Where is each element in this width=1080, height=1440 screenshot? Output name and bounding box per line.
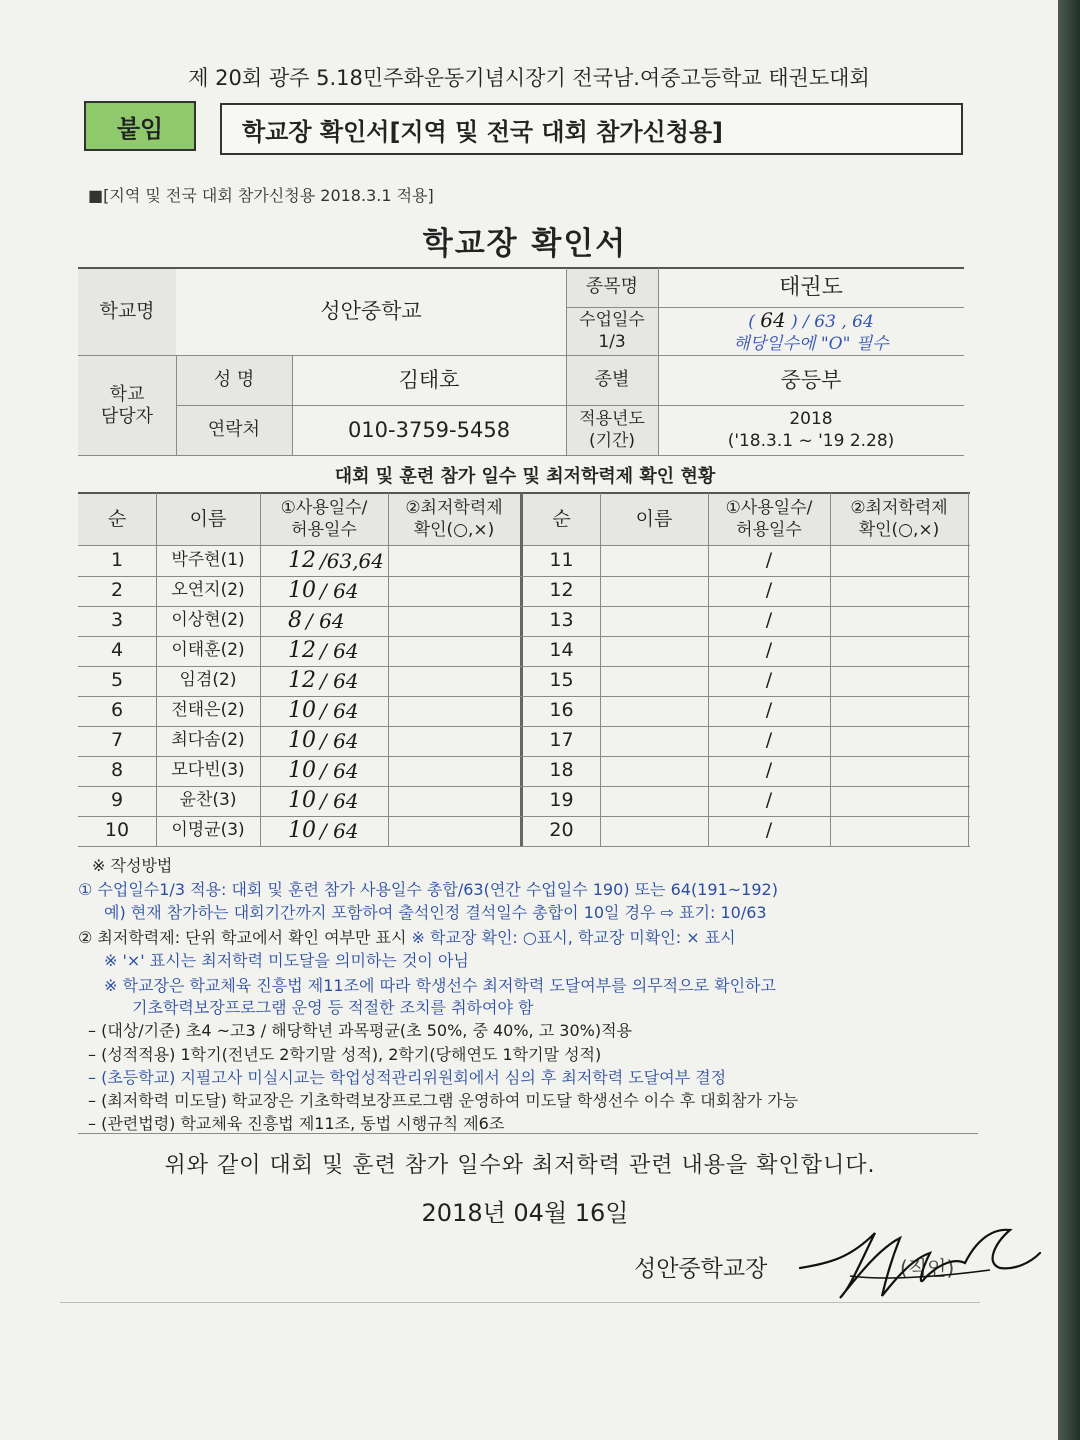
student-name: 이태훈(2) (171, 640, 245, 661)
student-name: 임겸(2) (179, 670, 237, 691)
sport-value: 태권도 (779, 274, 843, 300)
minimum-check-cell (388, 756, 520, 786)
days-cell: / (765, 609, 773, 632)
days-cell: / (765, 639, 773, 662)
col-no-right: 순 (552, 507, 571, 530)
student-name (600, 666, 708, 696)
days-cell (262, 576, 388, 606)
student-name (600, 756, 708, 786)
row-number: 7 (110, 729, 124, 752)
student-name (600, 606, 708, 636)
days-cell (262, 726, 388, 756)
year-label: 적용년도 (기간) (579, 409, 645, 451)
row-number: 8 (110, 759, 124, 782)
used-days: 12 (288, 548, 316, 574)
allowed-days: / 64 (320, 728, 359, 753)
document-date: 2018년 04월 16일 (421, 1199, 629, 1227)
instruction-line: – (관련법령) 학교체육 진흥법 제11조, 동법 시행규칙 제6조 (88, 1114, 505, 1133)
used-days: 10 (288, 698, 316, 724)
sport-label: 종목명 (585, 276, 639, 298)
school-value: 성안중학교 (320, 299, 422, 324)
student-name: 전태은(2) (171, 700, 245, 721)
row-number: 6 (110, 699, 124, 722)
minimum-check-cell (388, 606, 520, 636)
used-days: 10 (288, 578, 316, 604)
minimum-check-cell (830, 576, 968, 606)
minimum-check-cell (388, 576, 520, 606)
days-cell (262, 636, 388, 666)
used-days: 12 (288, 638, 316, 664)
class-days-value: ( 64 ) / 63 , 64 해당일수에 "O" 필수 (733, 308, 889, 354)
used-days: 10 (288, 818, 316, 844)
instruction-line: 기초학력보장프로그램 운영 등 적절한 조치를 취하여야 함 (132, 998, 534, 1017)
allowed-days: / 64 (306, 608, 345, 633)
days-cell: / (765, 819, 773, 842)
used-days: 12 (288, 668, 316, 694)
minimum-check-cell (830, 636, 968, 666)
instruction-line: ① 수업일수1/3 적용: 대회 및 훈련 참가 사용일수 총합/63(연간 수업일수 190) 또는 64(191~192) (78, 880, 778, 899)
division-label: 종별 (594, 369, 630, 391)
allowed-days: / 64 (320, 638, 359, 663)
minimum-check-cell (388, 546, 520, 576)
minimum-check-cell (830, 786, 968, 816)
student-name: 윤찬(3) (179, 790, 237, 811)
student-name (600, 696, 708, 726)
student-name (600, 726, 708, 756)
contact-value: 010-3759-5458 (347, 418, 511, 443)
row-number: 15 (549, 669, 574, 692)
row-number: 5 (110, 669, 124, 692)
row-number: 10 (104, 819, 130, 842)
days-cell: / (765, 729, 773, 752)
row-number: 2 (110, 579, 124, 602)
used-days: 10 (288, 728, 316, 754)
student-name (600, 546, 708, 576)
minimum-check-cell (830, 726, 968, 756)
row-number: 20 (549, 819, 574, 842)
allowed-days: / 64 (320, 698, 359, 723)
student-name (600, 636, 708, 666)
minimum-check-cell (388, 666, 520, 696)
attachment-badge: 붙임 (84, 101, 196, 151)
days-cell (262, 696, 388, 726)
student-name: 이명균(3) (171, 820, 245, 841)
allowed-days: / 64 (320, 578, 359, 603)
days-cell: / (765, 699, 773, 722)
application-note: ■[지역 및 전국 대회 참가신청용 2018.3.1 적용] (88, 186, 434, 205)
instruction-line: – (초등학교) 지필고사 미실시교는 학업성적관리위원회에서 심의 후 최저학력 도달여부 결정 (88, 1068, 727, 1087)
minimum-check-cell (830, 756, 968, 786)
days-cell (262, 816, 388, 846)
days-cell: / (765, 579, 773, 602)
col-days-left: ①사용일수/ 허용일수 (280, 498, 368, 540)
row-number: 17 (549, 729, 574, 752)
days-cell (262, 546, 388, 576)
background-edge (1058, 0, 1080, 1440)
col-name-left: 이름 (189, 507, 227, 530)
minimum-check-cell (830, 666, 968, 696)
contact-label: 연락처 (207, 419, 261, 441)
student-name: 최다솜(2) (171, 730, 245, 751)
days-cell (262, 786, 388, 816)
row-number: 1 (110, 549, 124, 572)
minimum-check-cell (388, 726, 520, 756)
year-value: 2018 ('18.3.1 ~ '19 2.28) (727, 409, 895, 451)
days-cell: / (765, 759, 773, 782)
minimum-check-cell (830, 546, 968, 576)
col-name-right: 이름 (635, 507, 673, 530)
minimum-check-cell (388, 636, 520, 666)
col-days-right: ①사용일수/ 허용일수 (725, 498, 813, 540)
minimum-check-cell (388, 816, 520, 846)
instruction-line: – (최저학력 미도달) 학교장은 기초학력보장프로그램 운영하여 미도달 학생선수 이수 후 대회참가 가능 (88, 1091, 799, 1110)
class-days-label: 수업일수 1/3 (579, 310, 645, 352)
row-number: 16 (549, 699, 574, 722)
instruction-line: ※ '×' 표시는 최저학력 미도달을 의미하는 것이 아님 (104, 951, 469, 970)
header-box-title: 학교장 확인서[지역 및 전국 대회 참가신청용] (220, 103, 963, 155)
used-days: 10 (288, 788, 316, 814)
allowed-days: / 64 (320, 788, 359, 813)
allowed-days: / 64 (320, 758, 359, 783)
row-number: 18 (549, 759, 574, 782)
row-number: 3 (110, 609, 124, 632)
days-cell (262, 666, 388, 696)
document-title: 학교장 확인서 (422, 226, 628, 262)
col-no-left: 순 (107, 507, 127, 530)
col-check-right: ②최저학력제 확인(○,×) (850, 498, 948, 540)
student-name: 모다빈(3) (171, 760, 245, 781)
minimum-check-cell (388, 786, 520, 816)
division-value: 중등부 (780, 368, 842, 393)
used-days: 8 (288, 608, 302, 634)
minimum-check-cell (830, 606, 968, 636)
student-name: 박주현(1) (171, 550, 245, 571)
instruction-line: – (대상/기준) 초4 ~고3 / 해당학년 과목평균(초 50%, 중 40%, 고 30%)적용 (88, 1021, 632, 1040)
confirmation-text: 위와 같이 대회 및 훈련 참가 일수와 최저학력 관련 내용을 확인합니다. (164, 1153, 876, 1178)
seal-label: (직인) (900, 1256, 955, 1280)
manager-label: 학교 담당자 (100, 383, 154, 427)
instruction-line: 예) 현재 참가하는 대회기간까지 포함하여 출석인정 결석일수 총합이 10일 경우 ⇨ 표기: 10/63 (104, 903, 767, 922)
row-number: 19 (549, 789, 574, 812)
name-label: 성 명 (213, 369, 255, 391)
table-caption: 대회 및 훈련 참가 일수 및 최저학력제 확인 현황 (334, 466, 716, 487)
used-days: 10 (288, 758, 316, 784)
col-check-left: ②최저학력제 확인(○,×) (405, 498, 503, 540)
row-number: 13 (549, 609, 574, 632)
student-name: 오연지(2) (171, 580, 245, 601)
name-value: 김태호 (398, 368, 460, 393)
minimum-check-cell (830, 816, 968, 846)
row-number: 11 (549, 549, 574, 572)
allowed-days: / 64 (320, 668, 359, 693)
signature-mark (790, 1218, 1050, 1308)
instruction-line: ② 최저학력제: 단위 학교에서 확인 여부만 표시 ※ 학교장 확인: ○표시, 학교장 미확인: × 표시 (78, 928, 736, 947)
days-cell (262, 606, 388, 636)
days-cell: / (765, 669, 773, 692)
school-label: 학교명 (99, 299, 155, 322)
student-name: 이상현(2) (171, 610, 245, 631)
days-cell (262, 756, 388, 786)
student-name (600, 816, 708, 846)
event-title: 제 20회 광주 5.18민주화운동기념시장기 전국남.여중고등학교 태권도대회 (188, 66, 870, 90)
minimum-check-cell (388, 696, 520, 726)
allowed-days: / 64 (320, 818, 359, 843)
student-name (600, 786, 708, 816)
allowed-days: /63,64 (320, 548, 384, 573)
principal-label: 성안중학교장 (634, 1256, 768, 1282)
instructions-heading: ※ 작성방법 (92, 856, 173, 875)
row-number: 14 (549, 639, 574, 662)
instruction-line: ※ 학교장은 학교체육 진흥법 제11조에 따라 학생선수 최저학력 도달여부를 의무적으로 확인하고 (104, 976, 776, 995)
student-name (600, 576, 708, 606)
minimum-check-cell (830, 696, 968, 726)
row-number: 12 (549, 579, 574, 602)
handwritten-64: 64 (760, 308, 786, 333)
days-cell: / (765, 789, 773, 812)
days-cell: / (765, 549, 773, 572)
class-days-note: 해당일수에 "O" 필수 (733, 333, 889, 354)
row-number: 4 (110, 639, 124, 662)
row-number: 9 (110, 789, 124, 812)
instruction-line: – (성적적용) 1학기(전년도 2학기말 성적), 2학기(당해연도 1학기말 성적) (88, 1045, 602, 1064)
